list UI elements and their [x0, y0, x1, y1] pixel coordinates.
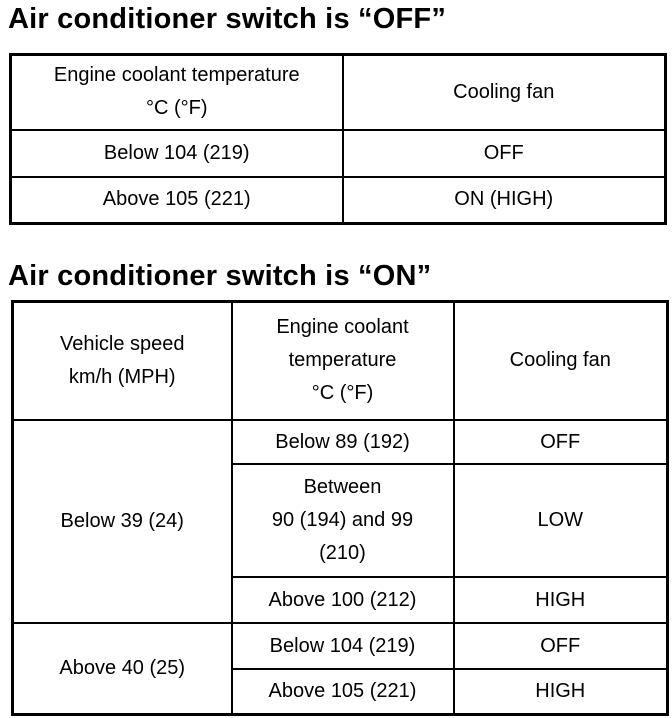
vehicle-speed-header — [13, 302, 232, 420]
cooling-fan-cell: OFF — [454, 623, 668, 669]
cooling-fan-cell: HIGH — [454, 669, 668, 715]
coolant-temperature-cell: Below 104 (219) — [11, 130, 343, 177]
cooling-fan-cell: HIGH — [454, 577, 668, 624]
coolant-temperature-line: (210) — [319, 542, 366, 565]
cooling-fan-cell: LOW — [454, 464, 668, 576]
coolant-temperature-cell: Below 104 (219) — [232, 623, 454, 669]
cooling-fan-header: Cooling fan — [454, 302, 668, 420]
coolant-temperature-header-line: Engine coolant — [276, 316, 409, 339]
cooling-fan-cell: OFF — [454, 420, 668, 465]
coolant-temperature-cell: Below 89 (192) — [232, 420, 454, 465]
ac-off-title: Air conditioner switch is “OFF” — [8, 3, 447, 35]
table-row — [13, 420, 668, 465]
coolant-temperature-header-line: temperature — [288, 349, 397, 372]
coolant-temperature-header-line: Engine coolant temperature — [53, 64, 300, 87]
coolant-temperature-cell — [232, 464, 454, 576]
coolant-temperature-cell: Above 100 (212) — [232, 577, 454, 624]
coolant-temperature-line: 90 (194) and 99 — [271, 509, 414, 532]
vehicle-speed-cell: Below 39 (24) — [13, 420, 232, 623]
coolant-temperature-header — [11, 55, 343, 130]
coolant-temperature-line: Between — [303, 476, 382, 499]
ac-off-table — [9, 53, 667, 225]
coolant-temperature-unit: °C (°F) — [311, 382, 374, 405]
ac-on-header-row — [13, 302, 668, 420]
ac-off-header-row — [11, 55, 666, 130]
vehicle-speed-header-line: Vehicle speed — [59, 332, 185, 355]
coolant-temperature-header — [232, 302, 454, 420]
table-row — [13, 623, 668, 669]
table-row — [11, 177, 666, 224]
cooling-fan-header: Cooling fan — [343, 55, 666, 130]
vehicle-speed-cell: Above 40 (25) — [13, 623, 232, 714]
ac-on-title: Air conditioner switch is “ON” — [8, 260, 432, 292]
vehicle-speed-unit: km/h (MPH) — [68, 365, 176, 388]
cooling-fan-cell: OFF — [343, 130, 666, 177]
coolant-temperature-cell: Above 105 (221) — [232, 669, 454, 715]
coolant-temperature-unit: °C (°F) — [145, 97, 208, 120]
cooling-fan-cell: ON (HIGH) — [343, 177, 666, 224]
coolant-temperature-cell: Above 105 (221) — [11, 177, 343, 224]
table-row — [11, 130, 666, 177]
ac-on-table — [11, 300, 669, 716]
